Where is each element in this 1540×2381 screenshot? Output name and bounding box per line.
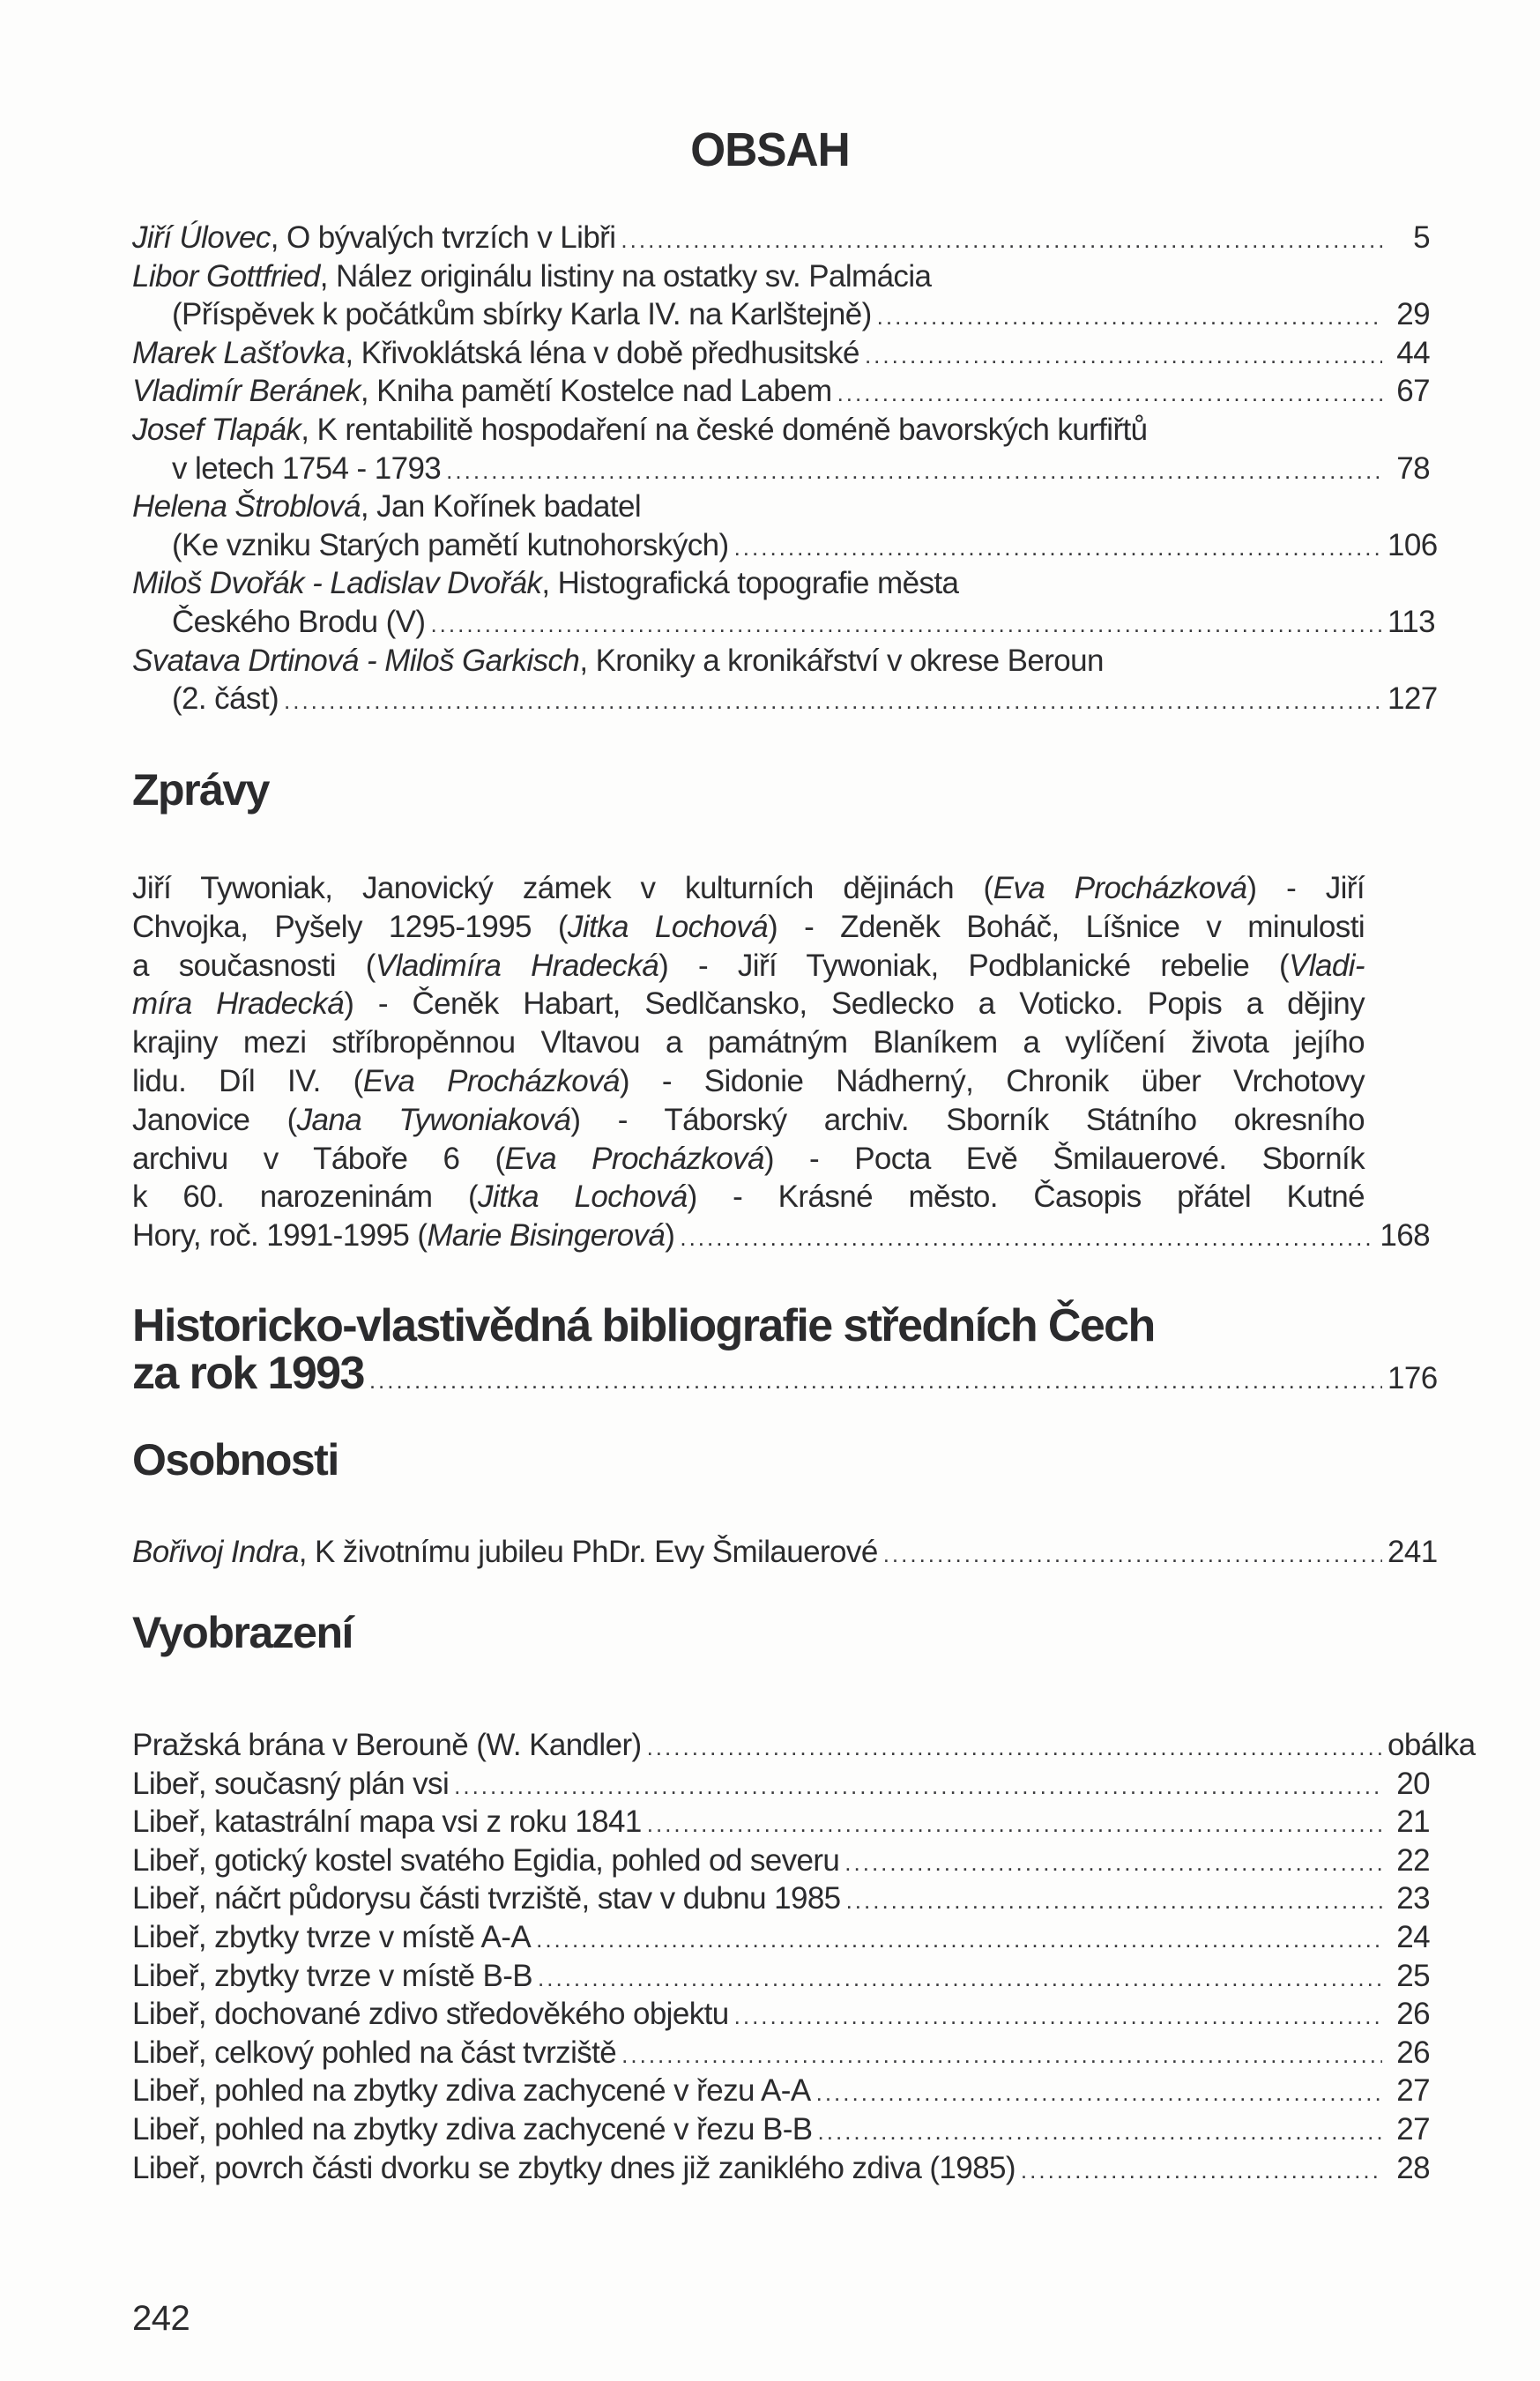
paragraph-text: archivu v Táboře 6 ( xyxy=(132,1141,505,1176)
page-number: obálka xyxy=(1387,1728,1476,1762)
toc-entry-text xyxy=(132,1842,839,1880)
page-number: 25 xyxy=(1396,1958,1430,1993)
toc-entry-text xyxy=(132,411,1147,450)
leader-dots xyxy=(369,1356,1382,1405)
toc-line xyxy=(132,295,1430,334)
page-number: 176 xyxy=(1387,1361,1438,1395)
leader-dots xyxy=(538,1960,1382,1998)
leader-dots xyxy=(734,1998,1382,2036)
toc-entry-text xyxy=(132,257,931,296)
toc-line xyxy=(132,487,1430,526)
leader-dots xyxy=(621,221,1382,260)
leader-dots xyxy=(865,337,1382,376)
entry-title: Libeř, zbytky tvrze v místě A-A xyxy=(132,1919,532,1954)
leader-dots xyxy=(844,1844,1382,1883)
entry-title: Pražská brána v Berouně (W. Kandler) xyxy=(132,1728,642,1762)
leader-dots xyxy=(883,1536,1382,1574)
articles-toc xyxy=(132,219,1438,718)
paragraph-text: Janovice ( xyxy=(132,1102,297,1137)
paragraph-line xyxy=(132,985,1365,1023)
bibliografie-heading-line2: za rok 1993 xyxy=(132,1348,364,1399)
entry-title: Libeř, katastrální mapa vsi z roku 1841 xyxy=(132,1804,642,1840)
entry-title: Libeř, povrch části dvorku se zbytky dnes již zaniklého zdiva (1985) xyxy=(132,2150,1016,2185)
leader-dots xyxy=(816,2074,1382,2113)
page-number: 29 xyxy=(1396,297,1430,332)
section-heading-osobnosti: Osobnosti xyxy=(132,1435,339,1484)
entry-title: Libeř, náčrt půdorysu části tvrziště, stav v dubnu 1985 xyxy=(132,1881,841,1916)
page-number: 26 xyxy=(1396,2035,1430,2070)
toc-entry xyxy=(132,334,1430,373)
separator: , xyxy=(579,643,596,678)
entry-title: (Ke vzniku Starých pamětí kutnohorských) xyxy=(172,527,729,562)
author-name: Helena Štroblová xyxy=(132,489,361,525)
toc-entry-text xyxy=(132,1879,841,1918)
illustration-item xyxy=(132,1957,1430,1996)
author-name: Josef Tlapák xyxy=(132,412,301,447)
paragraph-text: ) - Krásné město. Časopis přátel Kutné xyxy=(687,1179,1365,1215)
zpravy-paragraph xyxy=(132,869,1430,1255)
page-number: 20 xyxy=(1396,1766,1430,1801)
reviewer-name: Eva Procházková xyxy=(362,1063,620,1098)
entry-title: O bývalých tvrzích v Libři xyxy=(286,220,616,255)
toc-entry-text xyxy=(132,1803,642,1842)
illustration-item xyxy=(132,2110,1430,2149)
toc-entry-text xyxy=(132,1726,642,1765)
paragraph-text: Hory, roč. 1991-1995 ( xyxy=(132,1218,428,1254)
author-name: Miloš Dvořák - Ladislav Dvořák xyxy=(132,566,542,601)
paragraph-text: ) - Pocta Evě Šmilauerové. Sborník xyxy=(763,1141,1365,1176)
paragraph-text: ) - Jiří Tywoniak, Podblanické rebelie ( xyxy=(658,948,1290,983)
page-number: 27 xyxy=(1396,2111,1430,2147)
author-name: Svatava Drtinová - Miloš Garkisch xyxy=(132,643,580,678)
paragraph-text: ) - Čeněk Habart, Sedlčansko, Sedlecko a Voticko. Popis a dějiny xyxy=(344,986,1365,1022)
toc-entry-text xyxy=(132,334,859,373)
paragraph-text: a současnosti ( xyxy=(132,948,376,983)
toc-entry-text xyxy=(132,1765,449,1804)
page-number: 5 xyxy=(1413,220,1430,255)
entry-title: Libeř, celkový pohled na část tvrziště xyxy=(132,2035,617,2070)
toc-entry-text xyxy=(132,1957,532,1996)
paragraph-line xyxy=(132,869,1365,908)
leader-dots xyxy=(621,2036,1382,2075)
toc-line xyxy=(132,526,1438,565)
author-name: Bořivoj Indra xyxy=(132,1535,299,1569)
toc-entry-text xyxy=(132,526,729,565)
illustration-item xyxy=(132,1879,1430,1918)
toc-entry-text xyxy=(132,2034,616,2072)
paragraph-text: Jiří Tywoniak, Janovický zámek v kulturních dějinách ( xyxy=(132,871,993,905)
separator: , xyxy=(345,335,361,370)
illustration-item xyxy=(132,2034,1430,2072)
entry-title: Histografická topografie města xyxy=(557,566,959,601)
reviewer-name: Eva Procházková xyxy=(993,871,1247,905)
toc-entry-text xyxy=(132,680,279,718)
paragraph-line xyxy=(132,1217,1430,1255)
toc-line xyxy=(132,564,1430,603)
author-name: Libor Gottfried xyxy=(132,258,320,294)
entry-title: Libeř, pohled na zbytky zdiva zachycené v řezu B-B xyxy=(132,2111,813,2147)
toc-entry-text xyxy=(132,642,1104,681)
toc-entry xyxy=(132,564,1435,641)
entry-title: Libeř, gotický kostel svatého Egidia, pohled od severu xyxy=(132,1842,840,1878)
illustration-item xyxy=(132,1995,1430,2034)
illustration-item xyxy=(132,1918,1430,1957)
toc-entry-text xyxy=(132,372,832,411)
osobnosti-entry xyxy=(132,1533,1438,1572)
toc-entry-text xyxy=(132,295,872,334)
page-number: 28 xyxy=(1396,2150,1430,2185)
paragraph-text: ) - Zdeněk Boháč, Líšnice v minulosti xyxy=(768,909,1365,944)
page-number: 21 xyxy=(1396,1804,1430,1840)
entry-title: (Příspěvek k počátkům sbírky Karla IV. na Karlštejně) xyxy=(172,297,872,332)
leader-dots xyxy=(284,682,1382,721)
leader-dots xyxy=(837,375,1382,413)
page-title: OBSAH xyxy=(690,123,850,176)
toc-entry-text xyxy=(132,1918,531,1957)
toc-entry xyxy=(132,372,1430,411)
entry-title: Libeř, dochované zdivo středověkého objektu xyxy=(132,1997,729,2032)
reviewer-name: Marie Bisingerová xyxy=(427,1218,666,1254)
leader-dots xyxy=(680,1219,1374,1258)
entry-title: Libeř, pohled na zbytky zdiva zachycené v řezu A-A xyxy=(132,2073,811,2109)
reviewer-name: Vladi- xyxy=(1289,948,1365,983)
paragraph-text: Chvojka, Pyšely 1295-1995 ( xyxy=(132,909,568,944)
toc-entry xyxy=(132,642,1438,718)
paragraph-line xyxy=(132,1101,1365,1140)
entry-title: Českého Brodu (V) xyxy=(172,604,426,639)
page-number: 78 xyxy=(1396,450,1430,486)
separator: , xyxy=(301,412,317,447)
toc-line xyxy=(132,411,1430,450)
toc-entry-text xyxy=(132,450,441,488)
paragraph-line xyxy=(132,1023,1365,1062)
illustration-item xyxy=(132,1726,1476,1765)
separator: , xyxy=(541,566,558,601)
entry-title: Nález originálu listiny na ostatky sv. Palmácia xyxy=(336,258,932,294)
toc-entry xyxy=(132,487,1438,564)
toc-entry-text xyxy=(132,2149,1016,2188)
toc-entry xyxy=(132,411,1430,487)
toc-entry-text xyxy=(132,564,958,603)
entry-title: (2. část) xyxy=(172,681,279,717)
entry-title: Křivoklátská léna v době předhusitské xyxy=(361,335,859,370)
entry-title: Kniha pamětí Kostelce nad Labem xyxy=(376,374,832,409)
page-number: 241 xyxy=(1387,1535,1438,1569)
leader-dots xyxy=(536,1921,1382,1960)
separator: , xyxy=(360,489,377,525)
toc-line xyxy=(132,1348,1438,1399)
reviewer-name: Eva Procházková xyxy=(504,1141,764,1176)
toc-entry-text xyxy=(132,2110,813,2149)
leader-dots xyxy=(734,529,1382,568)
page-number-footer: 242 xyxy=(132,2299,190,2338)
paragraph-line xyxy=(132,1178,1365,1217)
page-number: 113 xyxy=(1387,604,1435,639)
author-name: Jiří Úlovec xyxy=(132,220,271,255)
illustration-item xyxy=(132,1765,1430,1804)
toc-line xyxy=(132,642,1430,681)
separator: , xyxy=(360,374,377,409)
toc-line xyxy=(132,603,1435,642)
page-number: 127 xyxy=(1387,681,1438,717)
page-number: 24 xyxy=(1396,1919,1430,1954)
toc-entry xyxy=(132,219,1430,257)
leader-dots xyxy=(446,452,1382,491)
toc-entry-text xyxy=(132,219,615,257)
page-number: 67 xyxy=(1396,374,1430,409)
author-name: Marek Lašťovka xyxy=(132,335,346,370)
leader-dots xyxy=(818,2113,1382,2152)
page-number: 22 xyxy=(1396,1842,1430,1878)
reviewer-name: míra Hradecká xyxy=(132,986,345,1022)
paragraph-line xyxy=(132,1140,1365,1179)
paragraph-text: ) - Táborský archiv. Sborník Státního okresního xyxy=(570,1102,1365,1137)
leader-dots xyxy=(647,1805,1382,1844)
leader-dots xyxy=(430,606,1382,644)
paragraph-line xyxy=(132,908,1365,947)
toc-line xyxy=(132,219,1430,257)
section-heading-vyobrazeni: Vyobrazení xyxy=(132,1608,353,1657)
reviewer-name: Jitka Lochová xyxy=(478,1179,688,1215)
illustration-item xyxy=(132,2149,1430,2188)
leader-dots xyxy=(454,1767,1382,1806)
entry-title: K rentabilitě hospodaření na české doméně bavorských kurfiřtů xyxy=(316,412,1148,447)
paragraph-line xyxy=(132,1062,1365,1101)
entry-title: Libeř, zbytky tvrze v místě B-B xyxy=(132,1958,533,1993)
page-number: 26 xyxy=(1396,1997,1430,2032)
entry-title: K životnímu jubileu PhDr. Evy Šmilauerové xyxy=(314,1535,878,1569)
page-number: 106 xyxy=(1387,527,1438,562)
illustration-item xyxy=(132,1803,1430,1842)
toc-entry-text xyxy=(132,487,641,526)
leader-dots xyxy=(846,1882,1382,1921)
toc-entry-text xyxy=(132,1995,729,2034)
toc-line xyxy=(132,372,1430,411)
leader-dots xyxy=(1021,2152,1382,2191)
bibliografie-entry xyxy=(132,1348,1438,1399)
separator: , xyxy=(319,258,337,294)
paragraph-text: k 60. narozeninám ( xyxy=(132,1179,479,1215)
entry-title: Jan Kořínek badatel xyxy=(376,489,642,525)
separator: , xyxy=(298,1535,315,1569)
paragraph-line xyxy=(132,947,1365,986)
vyobrazeni-list xyxy=(132,1726,1476,2187)
section-heading-zpravy: Zprávy xyxy=(132,765,269,815)
entry-title: v letech 1754 - 1793 xyxy=(172,450,442,486)
illustration-item xyxy=(132,1842,1430,1880)
toc-entry-text xyxy=(132,1533,878,1572)
toc-line xyxy=(132,334,1430,373)
page-number: 27 xyxy=(1396,2073,1430,2109)
toc-line xyxy=(132,680,1438,718)
page-number: 168 xyxy=(1380,1218,1430,1254)
toc-entry xyxy=(132,257,1430,334)
page-number: 44 xyxy=(1396,335,1430,370)
paragraph-line-text xyxy=(132,1217,674,1255)
paragraph-text: ) xyxy=(665,1218,675,1254)
paragraph-text: ) - Sidonie Nádherný, Chronik über Vrchotovy xyxy=(619,1063,1365,1098)
reviewer-name: Jitka Lochová xyxy=(567,909,769,944)
author-name: Vladimír Beránek xyxy=(132,374,361,409)
toc-entry-text xyxy=(132,2072,811,2110)
section-heading-bibliografie: Historicko-vlastivědná bibliografie středních Čech xyxy=(132,1300,1155,1351)
reviewer-name: Jana Tywoniaková xyxy=(296,1102,571,1137)
paragraph-text: ) - Jiří xyxy=(1246,871,1365,905)
paragraph-text: krajiny mezi stříbropěnnou Vltavou a památným Blaníkem a vylíčení života jejího xyxy=(132,1025,1365,1060)
paragraph-text: lidu. Díl IV. ( xyxy=(132,1063,363,1098)
leader-dots xyxy=(877,298,1382,337)
toc-entry-text xyxy=(132,603,425,642)
illustration-item xyxy=(132,2072,1430,2110)
separator: , xyxy=(270,220,287,255)
entry-title: Kroniky a kronikářství v okrese Beroun xyxy=(595,643,1104,678)
toc-line xyxy=(132,257,1430,296)
toc-line xyxy=(132,450,1430,488)
entry-title: Libeř, současný plán vsi xyxy=(132,1766,450,1801)
reviewer-name: Vladimíra Hradecká xyxy=(375,948,659,983)
leader-dots xyxy=(647,1729,1382,1767)
page-number: 23 xyxy=(1396,1881,1430,1916)
toc-line xyxy=(132,1533,1438,1572)
